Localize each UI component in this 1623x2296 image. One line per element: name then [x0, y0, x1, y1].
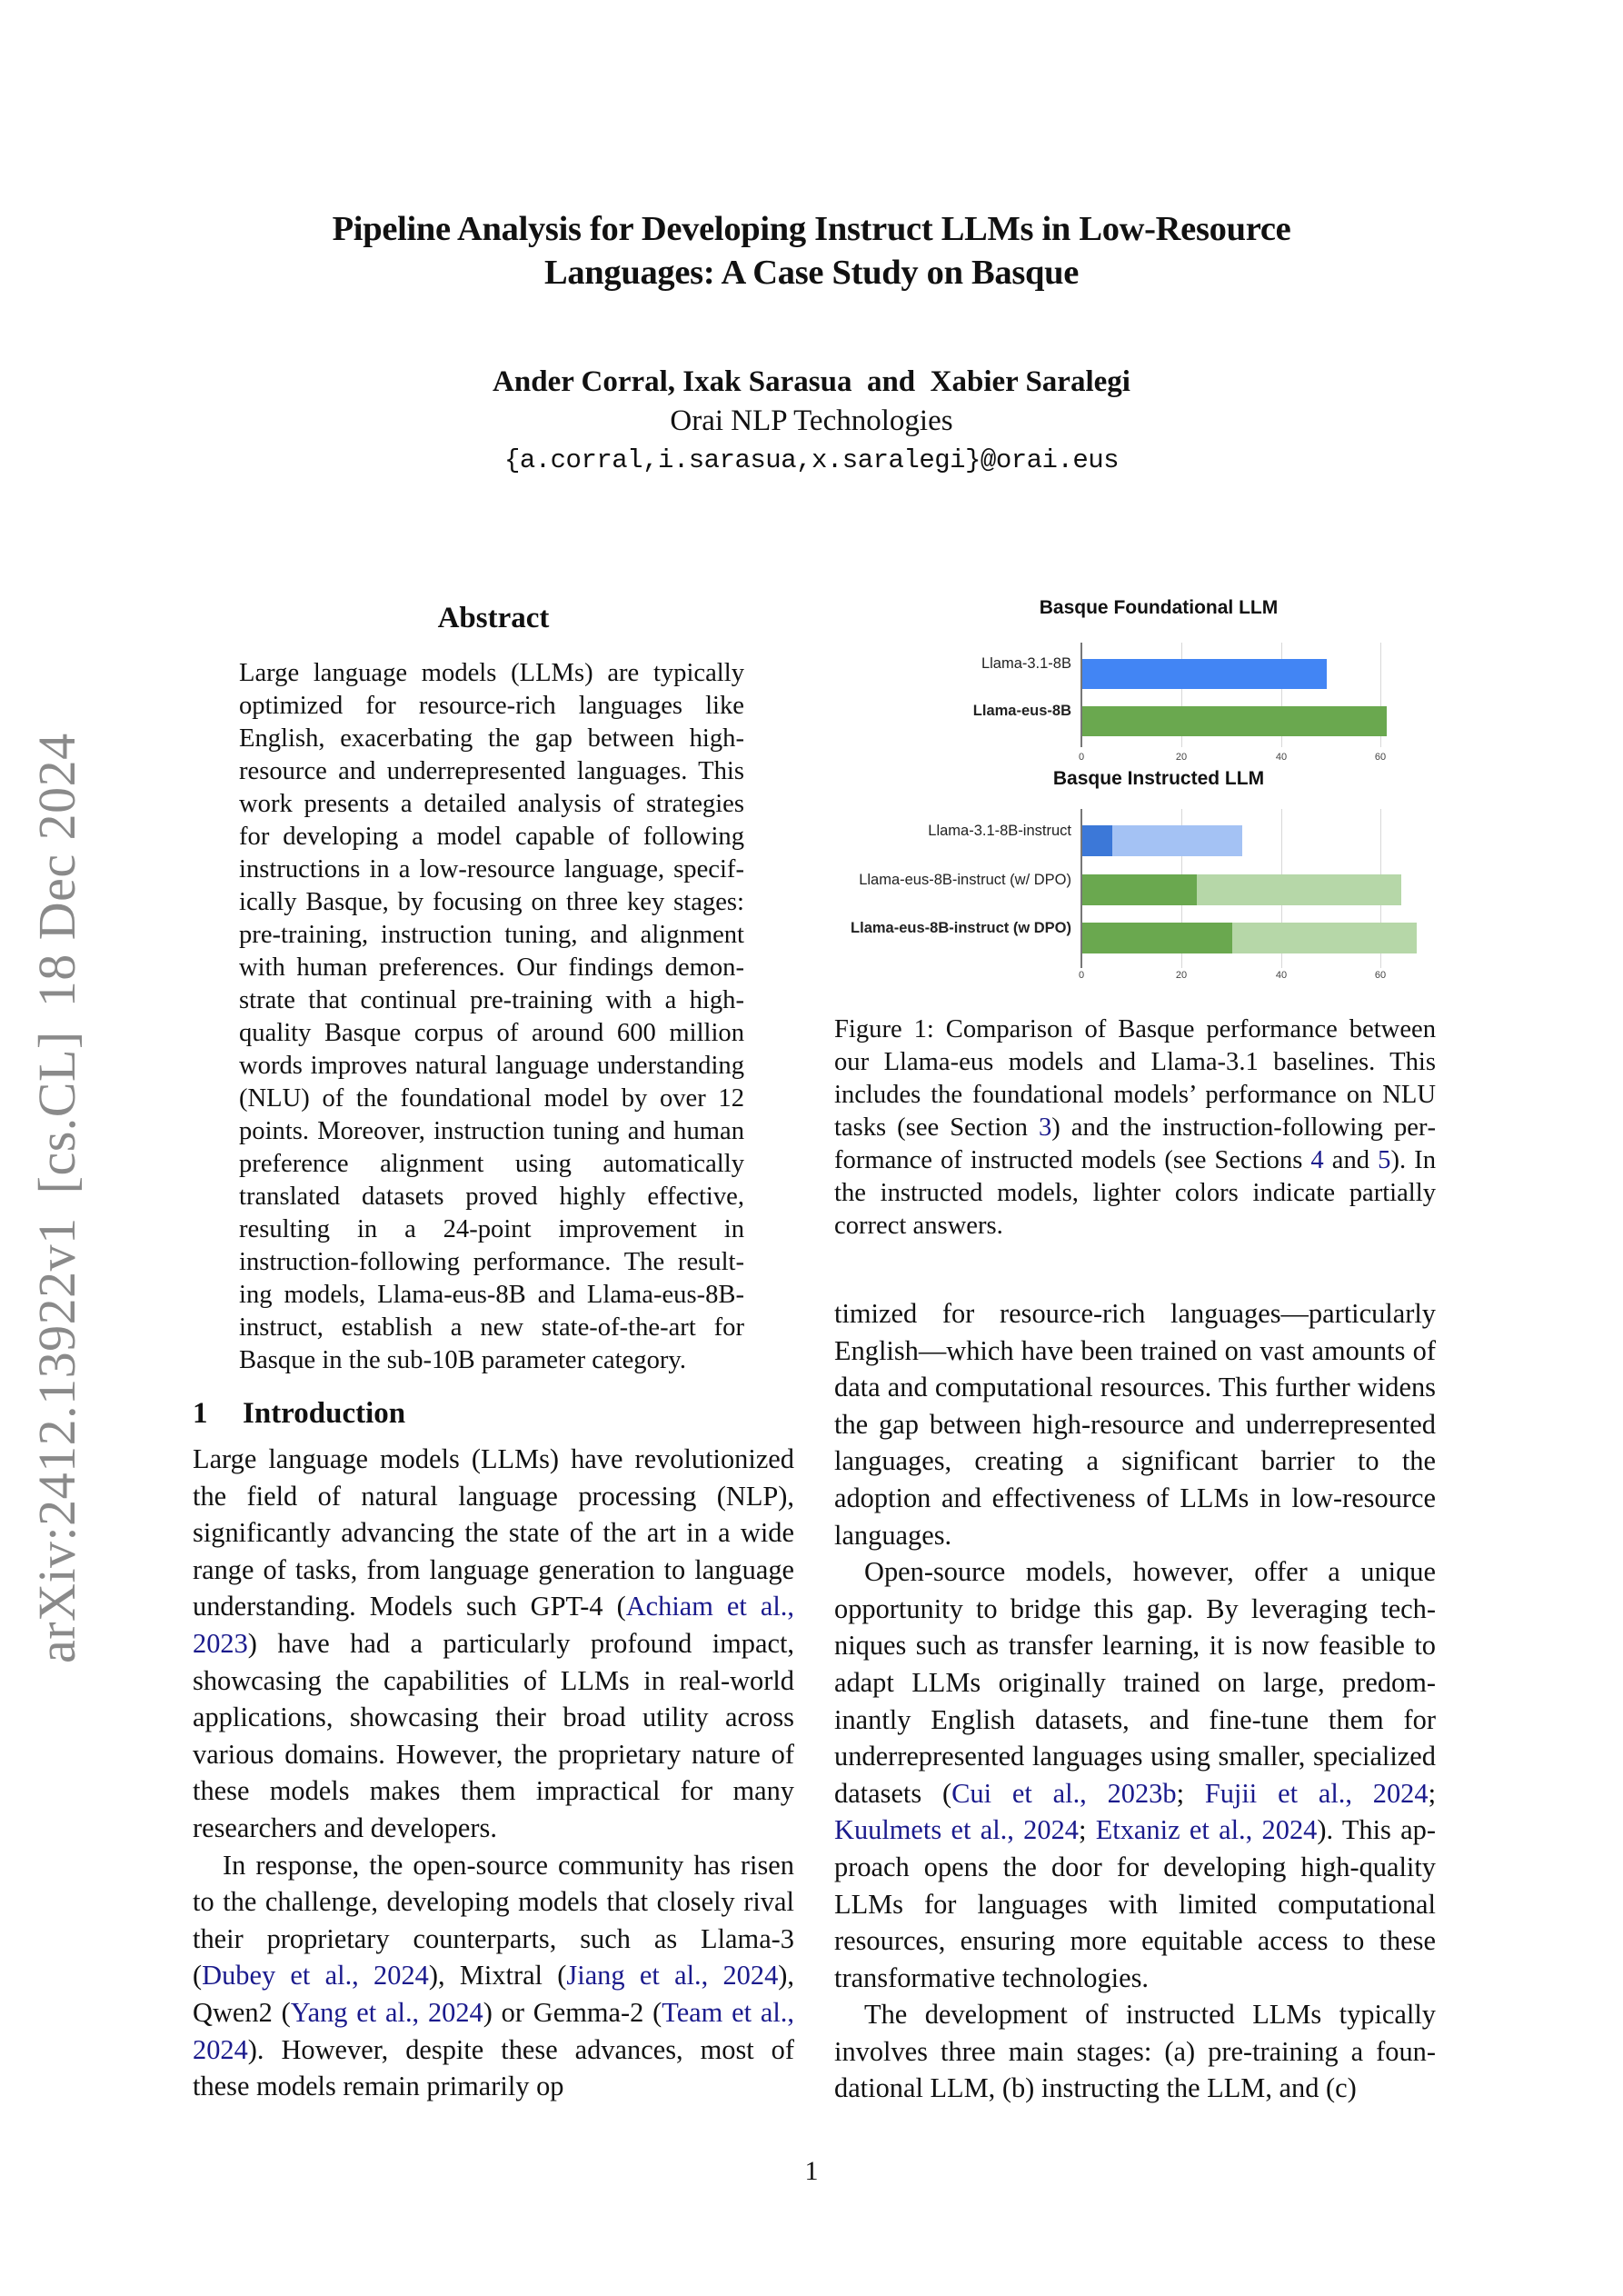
intro-right-column — [834, 1295, 1436, 2107]
author-list: Ander Corral, Ixak Sarasua and Xabier Saralegi — [493, 365, 1130, 398]
bar-label: Llama-eus-8B-instruct (w/ DPO) — [859, 872, 1071, 888]
citation-link[interactable]: Cui et al., 2023b — [951, 1777, 1177, 1809]
intro-paragraph-5 — [834, 1996, 1436, 2107]
intro-paragraph-1 — [193, 1441, 794, 1847]
intro-left-column — [193, 1441, 794, 2105]
section-title: Introduction — [243, 1397, 406, 1430]
paragraph-text: ; — [1078, 1814, 1096, 1846]
x-tick: 20 — [1175, 970, 1188, 981]
section-heading-introduction — [193, 1395, 794, 1432]
citation-link[interactable]: Team et al., 2024 — [193, 1996, 794, 2065]
affiliation: Orai NLP Technologies — [670, 404, 953, 437]
caption-text: ). In the instructed models, lighter colors indicate partially correct answers. — [834, 1146, 1436, 1240]
paragraph-text: ) have had a particularly profound impact, showcasing the capabilities of LLMs in real-world applications, showcasing their broad utility across various domains. However, the proprietary nature of these models makes them impractical for many researchers and developers. — [193, 1627, 794, 1843]
arxiv-date: 18 Dec 2024 — [27, 733, 86, 1008]
bar-llama-3-1-8b — [1082, 659, 1327, 689]
x-tick: 40 — [1275, 752, 1288, 763]
caption-text: and — [1323, 1146, 1379, 1174]
section-number: 1 — [193, 1397, 208, 1430]
chart-title-foundational: Basque Foundational LLM — [1039, 597, 1279, 618]
paragraph-text: Open-source models, however, offer a unique opportunity to bridge this gap. By leveraging techniques such as transfer learning, it is now feasible to adapt LLMs originally trained on large, predominantly English datasets, and fine-tune them for underrepresented languages using smaller, specialized datasets ( — [834, 1556, 1436, 1809]
bar-correct-llama-3-1-instruct — [1082, 825, 1112, 856]
section-ref-link[interactable]: 3 — [1038, 1113, 1052, 1142]
x-tick: 0 — [1078, 970, 1085, 981]
citation-link[interactable]: Fujii et al., 2024 — [1204, 1777, 1429, 1809]
paragraph-text: ). However, despite these advances, most of these models remain primarily op — [193, 2033, 794, 2102]
citation-link[interactable]: Yang et al., 2024 — [290, 1996, 483, 2028]
citation-link[interactable]: Jiang et al., 2024 — [566, 1960, 779, 1992]
bar-correct-llama-eus-instruct-w-dpo — [1082, 923, 1232, 953]
paper-title — [182, 207, 1441, 294]
bar-label: Llama-3.1-8B-instruct — [928, 823, 1071, 839]
bar-correct-llama-eus-instruct-wo-dpo — [1082, 874, 1197, 905]
arxiv-id: arXiv:2412.13922v1 — [27, 1217, 86, 1663]
section-ref-link[interactable]: 4 — [1310, 1146, 1324, 1174]
bar-label: Llama-3.1-8B — [981, 655, 1071, 672]
citation-link[interactable]: Etxaniz et al., 2024 — [1095, 1814, 1318, 1846]
caption-text: Figure 1: Comparison of Basque performance between our Llama-eus models and Llama-3.1 baselines. This includes the foundational models’ performance on NLU tasks (see Section — [834, 1015, 1436, 1142]
x-tick: 0 — [1078, 752, 1085, 763]
x-tick: 60 — [1374, 752, 1387, 763]
section-ref-link[interactable]: 5 — [1378, 1146, 1391, 1174]
abstract-text: Large language models (LLMs) are typically optimized for resource-rich languages like English, exacerbating the gap between high-resource and underrepresented languages. This work presents a detailed analysis of strategies for developing a model capable of following instructions in a low-resource language, specifically Basque, by focusing on three key stages: pre-training, instruction tuning, and alignment with human preferences. Our findings demonstrate that continual pre-training with a high-quality Basque corpus of around 600 million words improves natural language understanding (NLU) of the foundational model by over 12 points. Moreover, instruction tuning and human preference alignment using automatically translated datasets proved highly effective, resulting in a 24-point improvement in instruction-following performance. The resulting models, Llama-eus-8B and Llama-eus-8B-instruct, establish a new state-of-the-art for Basque in the sub-10B parameter category. — [239, 659, 744, 1374]
paragraph-text: ), Mixtral ( — [428, 1960, 567, 1992]
bar-llama-eus-8b — [1082, 706, 1387, 736]
intro-paragraph-4 — [834, 1553, 1436, 1996]
paragraph-text: ), Qwen2 ( — [193, 1960, 794, 2028]
paragraph-text: The development of instructed LLMs typically involves three main stages: (a) pre-training a foundational LLM, (b) instructing the LLM, and (c) — [834, 1999, 1436, 2104]
title-line-2: Languages: A Case Study on Basque — [543, 254, 1080, 292]
arxiv-category: [cs.CL] — [27, 1031, 86, 1194]
x-tick: 40 — [1275, 970, 1288, 981]
citation-link[interactable]: Kuulmets et al., 2024 — [834, 1814, 1079, 1846]
paragraph-text: In response, the open-source community has risen to the challenge, developing models that closely rival their proprietary counterparts, such as Llama-3 ( — [193, 1849, 794, 1992]
abstract-heading: Abstract — [437, 602, 550, 634]
paragraph-text: ). This approach opens the door for developing high-quality LLMs for languages with limited computational resources, ensuring more equitable access to these transformative technologies. — [834, 1814, 1436, 1993]
intro-paragraph-2 — [193, 1847, 794, 2105]
author-emails: {a.corral,i.sarasua,x.saralegi}@orai.eus — [503, 445, 1120, 475]
arxiv-identifier-stamp — [25, 700, 89, 1663]
paragraph-text: ) or Gemma-2 ( — [483, 1996, 662, 2028]
paragraph-text: ; — [1428, 1777, 1437, 1809]
citation-link[interactable]: Achiam et al., 2023 — [193, 1591, 794, 1659]
chart-title-instructed: Basque Instructed LLM — [1052, 768, 1265, 789]
citation-link[interactable]: Dubey et al., 2024 — [202, 1960, 429, 1992]
figure-1-bar-charts — [841, 595, 1440, 986]
bar-label: Llama-eus-8B — [972, 703, 1071, 719]
intro-paragraph-3 — [834, 1295, 1436, 1553]
page-number: 1 — [804, 2156, 819, 2186]
title-line-1: Pipeline Analysis for Developing Instruct LLMs in Low-Resource — [332, 210, 1291, 248]
bar-label: Llama-eus-8B-instruct (w DPO) — [851, 920, 1071, 936]
caption-text: ) and the instruction-following performance of instructed models (see Sections — [834, 1113, 1436, 1174]
paragraph-text: ; — [1176, 1777, 1205, 1809]
figure-caption — [834, 1013, 1436, 1243]
x-tick: 60 — [1374, 970, 1387, 981]
x-tick: 20 — [1175, 752, 1188, 763]
paragraph-text: Large language models (LLMs) have revolutionized the field of natural language processing (NLP), significantly advancing the state of the art in a wide range of tasks, from language generation to language understanding. Models such GPT-4 ( — [193, 1443, 794, 1622]
paragraph-text: timized for resource-rich languages—particularly English—which have been trained on vast amounts of data and computational resources. This further widens the gap between high-resource and underrepresented languages, creating a significant barrier to the adoption and effectiveness of LLMs in low-resource languages. — [834, 1298, 1436, 1551]
